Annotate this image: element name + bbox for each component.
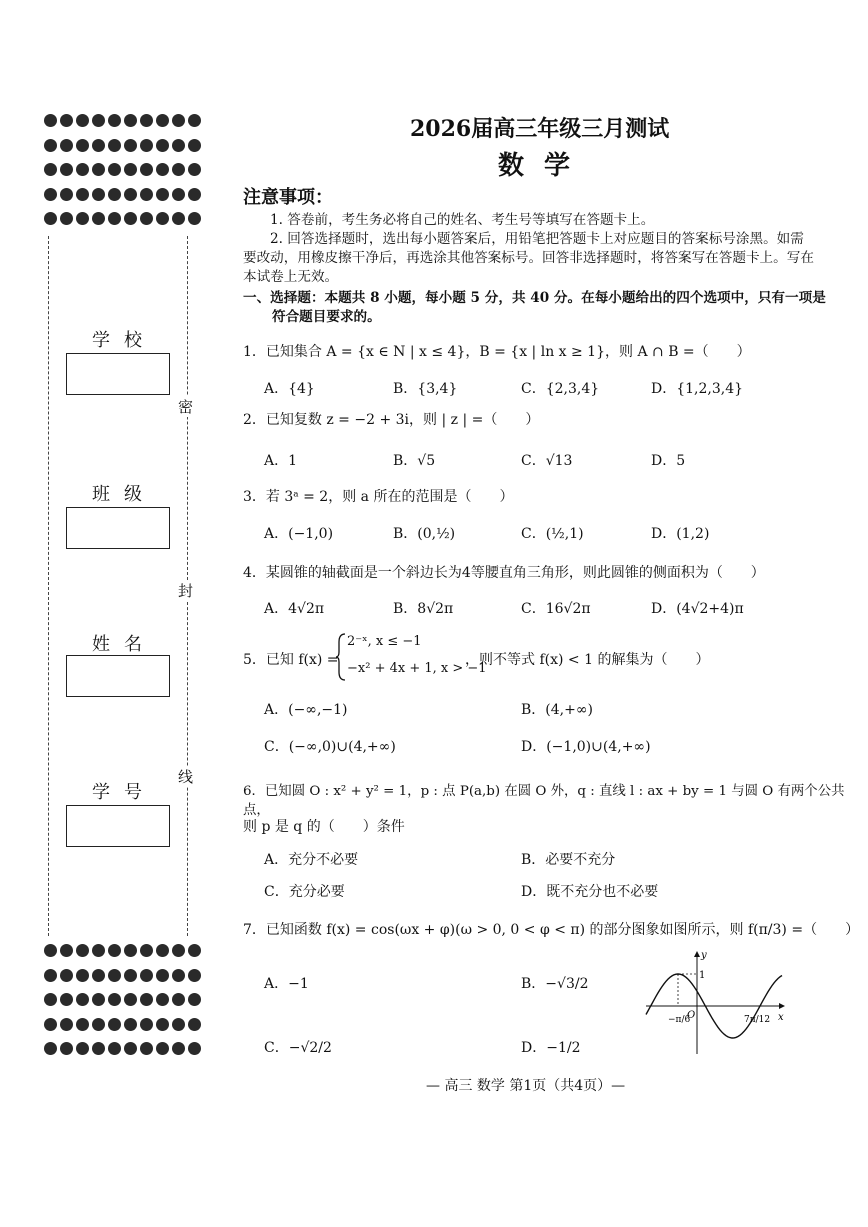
question-4-option-a[interactable]: A．4√2π [264, 601, 325, 617]
question-7-stem: 7．已知函数 f(x) = cos(ωx + φ)(ω > 0, 0 < φ < π) 的部分图象如图所示，则 f(π/3) =（ ） [243, 922, 860, 938]
question-5-option-d[interactable]: D．(−1,0)∪(4,+∞) [521, 739, 651, 755]
binding-dot [188, 163, 201, 176]
binding-dot [124, 163, 137, 176]
binding-dot [76, 188, 89, 201]
binding-dot [60, 969, 73, 982]
binding-dot [108, 114, 121, 127]
binding-dot [172, 163, 185, 176]
origin-label: O [687, 1010, 696, 1021]
binding-dot [188, 944, 201, 957]
binding-dot [188, 114, 201, 127]
y-axis-label: y [701, 950, 707, 961]
question-3-option-c[interactable]: C．(½,1) [521, 526, 584, 542]
exam-title: 2026届高三年级三月测试 [410, 116, 670, 142]
name-field[interactable] [66, 655, 170, 697]
exam-subject: 数学 [498, 151, 591, 181]
question-2-stem: 2．已知复数 z = −2 + 3i，则 | z | =（ ） [243, 412, 540, 428]
left-x-tick-label: −π/6 [668, 1015, 691, 1025]
binding-dot [76, 139, 89, 152]
piecewise-brace [335, 632, 347, 682]
binding-dot [60, 188, 73, 201]
binding-dot [156, 114, 169, 127]
binding-dot [44, 993, 57, 1006]
binding-dot [60, 1018, 73, 1031]
question-5-option-b[interactable]: B．(4,+∞) [521, 702, 593, 718]
binding-dot [188, 188, 201, 201]
binding-dot [92, 944, 105, 957]
seal-char-feng: 封 [178, 582, 194, 600]
question-1-option-b[interactable]: B．{3,4} [393, 381, 458, 397]
notice-item-2-line-2: 要改动，用橡皮擦干净后，再选涂其他答案标号。回答非选择题时，将答案写在答题卡上。写在 [243, 250, 814, 266]
binding-dot [124, 1018, 137, 1031]
binding-dot [124, 114, 137, 127]
question-6-stem-cont: 则 p 是 q 的（ ）条件 [243, 819, 405, 835]
binding-dot [140, 139, 153, 152]
section-1-heading-cont: 符合题目要求的。 [272, 309, 381, 325]
binding-dot [140, 993, 153, 1006]
binding-dot [172, 114, 185, 127]
binding-dot [76, 114, 89, 127]
binding-dot [156, 1042, 169, 1055]
binding-dot [60, 212, 73, 225]
question-5-stem-suffix: ，则不等式 f(x) < 1 的解集为（ ） [465, 652, 710, 668]
question-6-option-c[interactable]: C．充分必要 [264, 884, 345, 900]
name-label: 姓名 [92, 634, 156, 655]
binding-dot [108, 163, 121, 176]
question-4-option-c[interactable]: C．16√2π [521, 601, 591, 617]
question-1-stem: 1．已知集合 A = {x ∈ N | x ≤ 4}，B = {x | ln x ≥ 1}，则 A ∩ B =（ ） [243, 344, 751, 360]
question-2-option-d[interactable]: D．5 [651, 453, 686, 469]
notice-item-2-line-3: 本试卷上无效。 [243, 269, 339, 285]
question-1-option-c[interactable]: C．{2,3,4} [521, 381, 600, 397]
notice-item-2-line-1: 2. 回答选择题时，选出每小题答案后，用铅笔把答题卡上对应题目的答案标号涂黑。如需 [270, 231, 804, 247]
binding-dot [76, 163, 89, 176]
question-3-option-a[interactable]: A．(−1,0) [264, 526, 334, 542]
binding-dot [108, 969, 121, 982]
binding-dot [108, 1042, 121, 1055]
binding-dot [140, 114, 153, 127]
binding-dot [44, 1042, 57, 1055]
question-5-option-a[interactable]: A．(−∞,−1) [264, 702, 348, 718]
right-x-tick-label: 7π/12 [744, 1015, 771, 1025]
binding-dot [124, 188, 137, 201]
question-6-stem: 6．已知圆 O : x² + y² = 1，p : 点 P(a,b) 在圆 O 外，q : 直线 l : ax + by = 1 与圆 O 有两个公共点， [243, 784, 845, 818]
binding-dot [172, 1042, 185, 1055]
question-7-option-d[interactable]: D．−1/2 [521, 1040, 581, 1056]
question-5-piece-1: 2⁻ˣ, x ≤ −1 [347, 634, 422, 649]
question-3-option-b[interactable]: B．(0,½) [393, 526, 456, 542]
binding-dot [44, 139, 57, 152]
binding-dot [156, 993, 169, 1006]
binding-dot [172, 139, 185, 152]
binding-dot [44, 1018, 57, 1031]
binding-dot [76, 1042, 89, 1055]
seal-char-xian: 线 [178, 768, 194, 786]
question-4-stem: 4．某圆锥的轴截面是一个斜边长为4等腰直角三角形，则此圆锥的侧面积为（ ） [243, 565, 765, 581]
class-field[interactable] [66, 507, 170, 549]
binding-dot [140, 944, 153, 957]
binding-dot [44, 969, 57, 982]
binding-dot [140, 163, 153, 176]
binding-dot [140, 969, 153, 982]
student-id-label: 学号 [92, 782, 156, 803]
notice-item-1: 1. 答卷前，考生务必将自己的姓名、考生号等填写在答题卡上。 [270, 212, 655, 228]
school-field[interactable] [66, 353, 170, 395]
binding-dot [156, 212, 169, 225]
binding-dot [44, 944, 57, 957]
binding-dot [156, 163, 169, 176]
binding-dot [76, 993, 89, 1006]
question-3-stem: 3．若 3ᵃ = 2，则 a 所在的范围是（ ） [243, 489, 514, 505]
binding-dot [124, 944, 137, 957]
binding-dot [76, 969, 89, 982]
binding-dot [140, 1018, 153, 1031]
binding-dot [108, 1018, 121, 1031]
binding-dot [108, 212, 121, 225]
binding-dot [108, 944, 121, 957]
binding-dot [92, 1018, 105, 1031]
binding-dot [92, 1042, 105, 1055]
binding-dot [92, 969, 105, 982]
binding-dot [108, 188, 121, 201]
question-5-piece-2: −x² + 4x + 1, x > −1 [347, 661, 487, 676]
binding-dot [156, 139, 169, 152]
binding-dot [172, 993, 185, 1006]
dashed-line-left [48, 236, 49, 936]
binding-dot [124, 1042, 137, 1055]
binding-dot [44, 212, 57, 225]
binding-dot [60, 993, 73, 1006]
binding-dot [76, 212, 89, 225]
binding-dot [76, 944, 89, 957]
binding-dot [108, 993, 121, 1006]
question-6-option-d[interactable]: D．既不充分也不必要 [521, 884, 659, 900]
binding-dot [92, 163, 105, 176]
binding-dot [140, 1042, 153, 1055]
seal-char-mi: 密 [178, 398, 194, 416]
binding-dot [92, 188, 105, 201]
question-6-option-b[interactable]: B．必要不充分 [521, 852, 616, 868]
binding-dot [124, 993, 137, 1006]
binding-dot [188, 969, 201, 982]
binding-dot [44, 163, 57, 176]
binding-dot [44, 188, 57, 201]
binding-dot [60, 139, 73, 152]
question-5-option-c[interactable]: C．(−∞,0)∪(4,+∞) [264, 739, 396, 755]
x-axis-label: x [778, 1012, 784, 1023]
section-1-heading: 一、选择题：本题共 8 小题，每小题 5 分，共 40 分。在每小题给出的四个选项中，只有一项是 [243, 290, 826, 306]
student-id-field[interactable] [66, 805, 170, 847]
question-4-option-b[interactable]: B．8√2π [393, 601, 454, 617]
binding-dot [172, 1018, 185, 1031]
page-footer: — 高三 数学 第1页（共4页）— [426, 1078, 626, 1094]
binding-dot [156, 969, 169, 982]
binding-dot [108, 139, 121, 152]
binding-dot [172, 188, 185, 201]
question-7-option-a[interactable]: A．−1 [264, 976, 309, 992]
binding-dot [60, 163, 73, 176]
binding-dot [92, 114, 105, 127]
question-1-option-d[interactable]: D．{1,2,3,4} [651, 381, 744, 397]
binding-dot [92, 212, 105, 225]
binding-dot [172, 969, 185, 982]
binding-dot [124, 969, 137, 982]
binding-dot [124, 139, 137, 152]
notice-heading: 注意事项： [243, 187, 333, 208]
question-3-option-d[interactable]: D．(1,2) [651, 526, 710, 542]
binding-dot [188, 993, 201, 1006]
binding-dot [76, 1018, 89, 1031]
binding-dot [156, 1018, 169, 1031]
binding-dot [60, 1042, 73, 1055]
cosine-graph [640, 948, 790, 1058]
binding-dot [60, 944, 73, 957]
question-1-option-a[interactable]: A．{4} [264, 381, 315, 397]
class-label: 班级 [92, 484, 156, 505]
question-4-option-d[interactable]: D．(4√2+4)π [651, 601, 744, 617]
question-5-stem-prefix: 5．已知 f(x) = [243, 652, 339, 668]
question-2-option-a[interactable]: A．1 [264, 453, 298, 469]
school-label: 学校 [92, 330, 156, 351]
binding-dot [92, 993, 105, 1006]
y-tick-label: 1 [699, 970, 706, 981]
binding-dot [172, 944, 185, 957]
question-6-option-a[interactable]: A．充分不必要 [264, 852, 359, 868]
binding-dot [188, 212, 201, 225]
binding-dot [188, 1018, 201, 1031]
question-7-option-c[interactable]: C．−√2/2 [264, 1040, 332, 1056]
binding-dot [140, 188, 153, 201]
binding-dot [156, 944, 169, 957]
question-2-option-c[interactable]: C．√13 [521, 453, 573, 469]
binding-dot [44, 114, 57, 127]
binding-dot [124, 212, 137, 225]
binding-dot [188, 139, 201, 152]
binding-dot [172, 212, 185, 225]
binding-dot [60, 114, 73, 127]
binding-dot [188, 1042, 201, 1055]
binding-dot [156, 188, 169, 201]
question-7-option-b[interactable]: B．−√3/2 [521, 976, 589, 992]
binding-dot [140, 212, 153, 225]
binding-dot [92, 139, 105, 152]
question-2-option-b[interactable]: B．√5 [393, 453, 436, 469]
